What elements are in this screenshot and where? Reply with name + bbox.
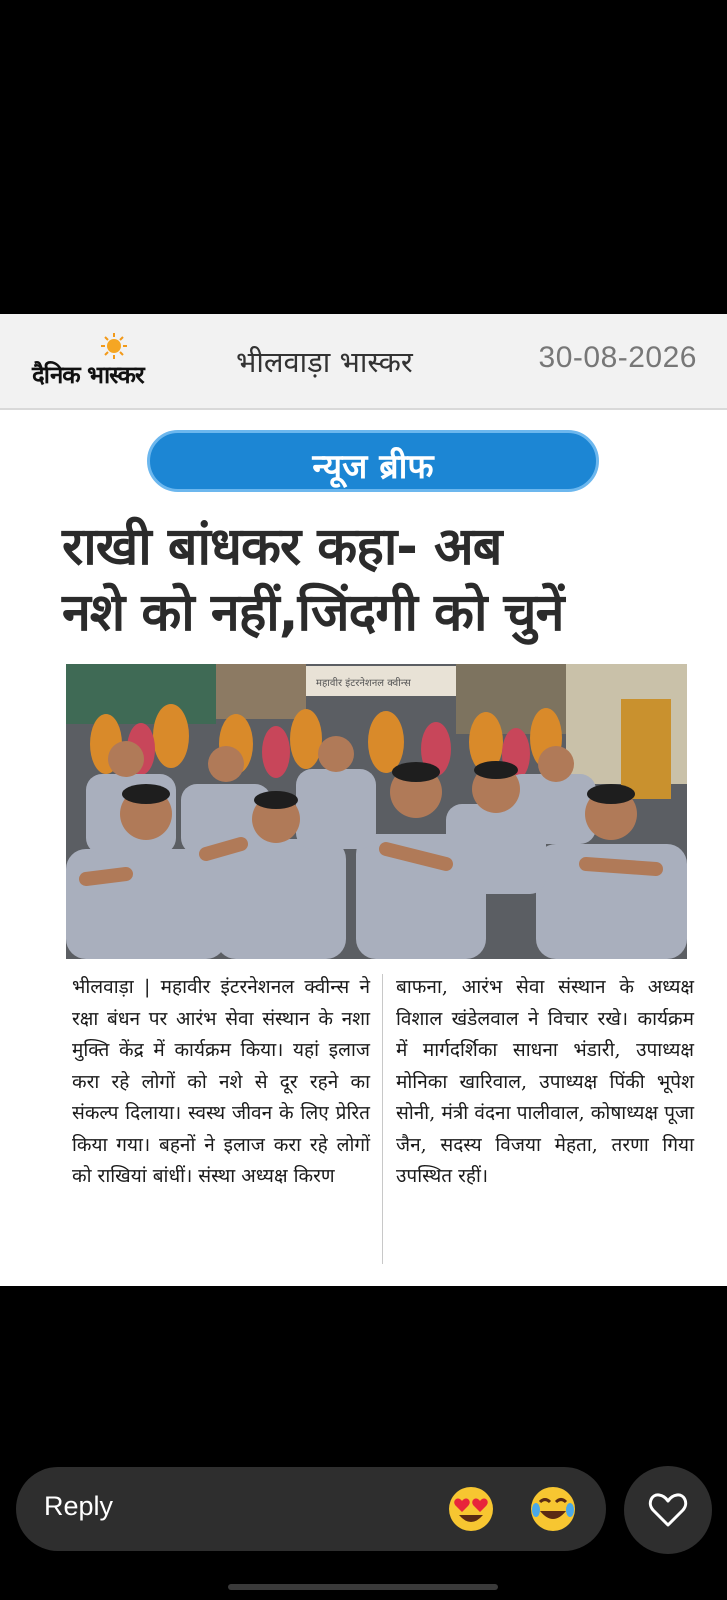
article-column-right: बाफना, आरंभ सेवा संस्थान के अध्यक्ष विशाल खंडेलवाल ने विचार रखे। कार्यक्रम में मार्गदर्शिका साधना भंडारी, उपाध्यक्ष मोनिका खारिवाल, उपाध्यक्ष पिंकी भूपेश सोनी, मंत्री वंदना पालीवाल, कोषाध्यक्ष पूजा जैन, सदस्य विजया मेहता, तरणा गिया उपस्थित रहीं। [396,976,694,1187]
newspaper-clipping [0,314,727,1286]
article-photo [66,664,687,959]
banner-text: महावीर इंटरनेशनल क्वीन्स [316,678,411,689]
reply-input-label[interactable]: Reply [44,1491,114,1521]
like-button[interactable] [624,1466,712,1554]
newspaper-masthead [0,314,727,410]
headline-line: नशे को नहीं,जिंदगी को चुनें [62,583,564,643]
heart-outline-icon [648,1492,688,1528]
article-headline [62,514,682,646]
article-column-left: भीलवाड़ा | महावीर इंटरनेशनल क्वीन्स ने रक्षा बंधन पर आरंभ सेवा संस्थान के नशा मुक्ति केंद्र में कार्यक्रम किया। यहां इलाज करा रहे लोगों को नशे से दूर रहने का संकल्प दिलाया। स्वस्थ जीवन के लिए प्रेरित किया गया। बहनों ने इलाज करा रहे लोगों को राखियां बांधीं। संस्था अध्यक्ष किरण [72,976,370,1187]
home-indicator[interactable] [228,1584,498,1590]
dainik-bhaskar-logo [32,332,192,392]
logo-text: दैनिक भास्कर [32,361,144,389]
group-photo-illustration [66,664,687,959]
headline-line: राखी बांधकर कहा- अब [62,517,502,577]
news-brief-label [147,430,599,492]
column-divider [382,974,383,1264]
reply-bar[interactable] [16,1467,606,1551]
tears-of-joy-emoji-icon[interactable] [530,1486,576,1532]
heart-eyes-emoji-icon[interactable] [448,1486,494,1532]
news-brief-text: न्यूज ब्रीफ [312,447,434,487]
edition-title: भीलवाड़ा भास्कर [236,345,413,379]
publication-date: 30-08-2026 [538,341,697,374]
sun-icon [100,332,128,360]
